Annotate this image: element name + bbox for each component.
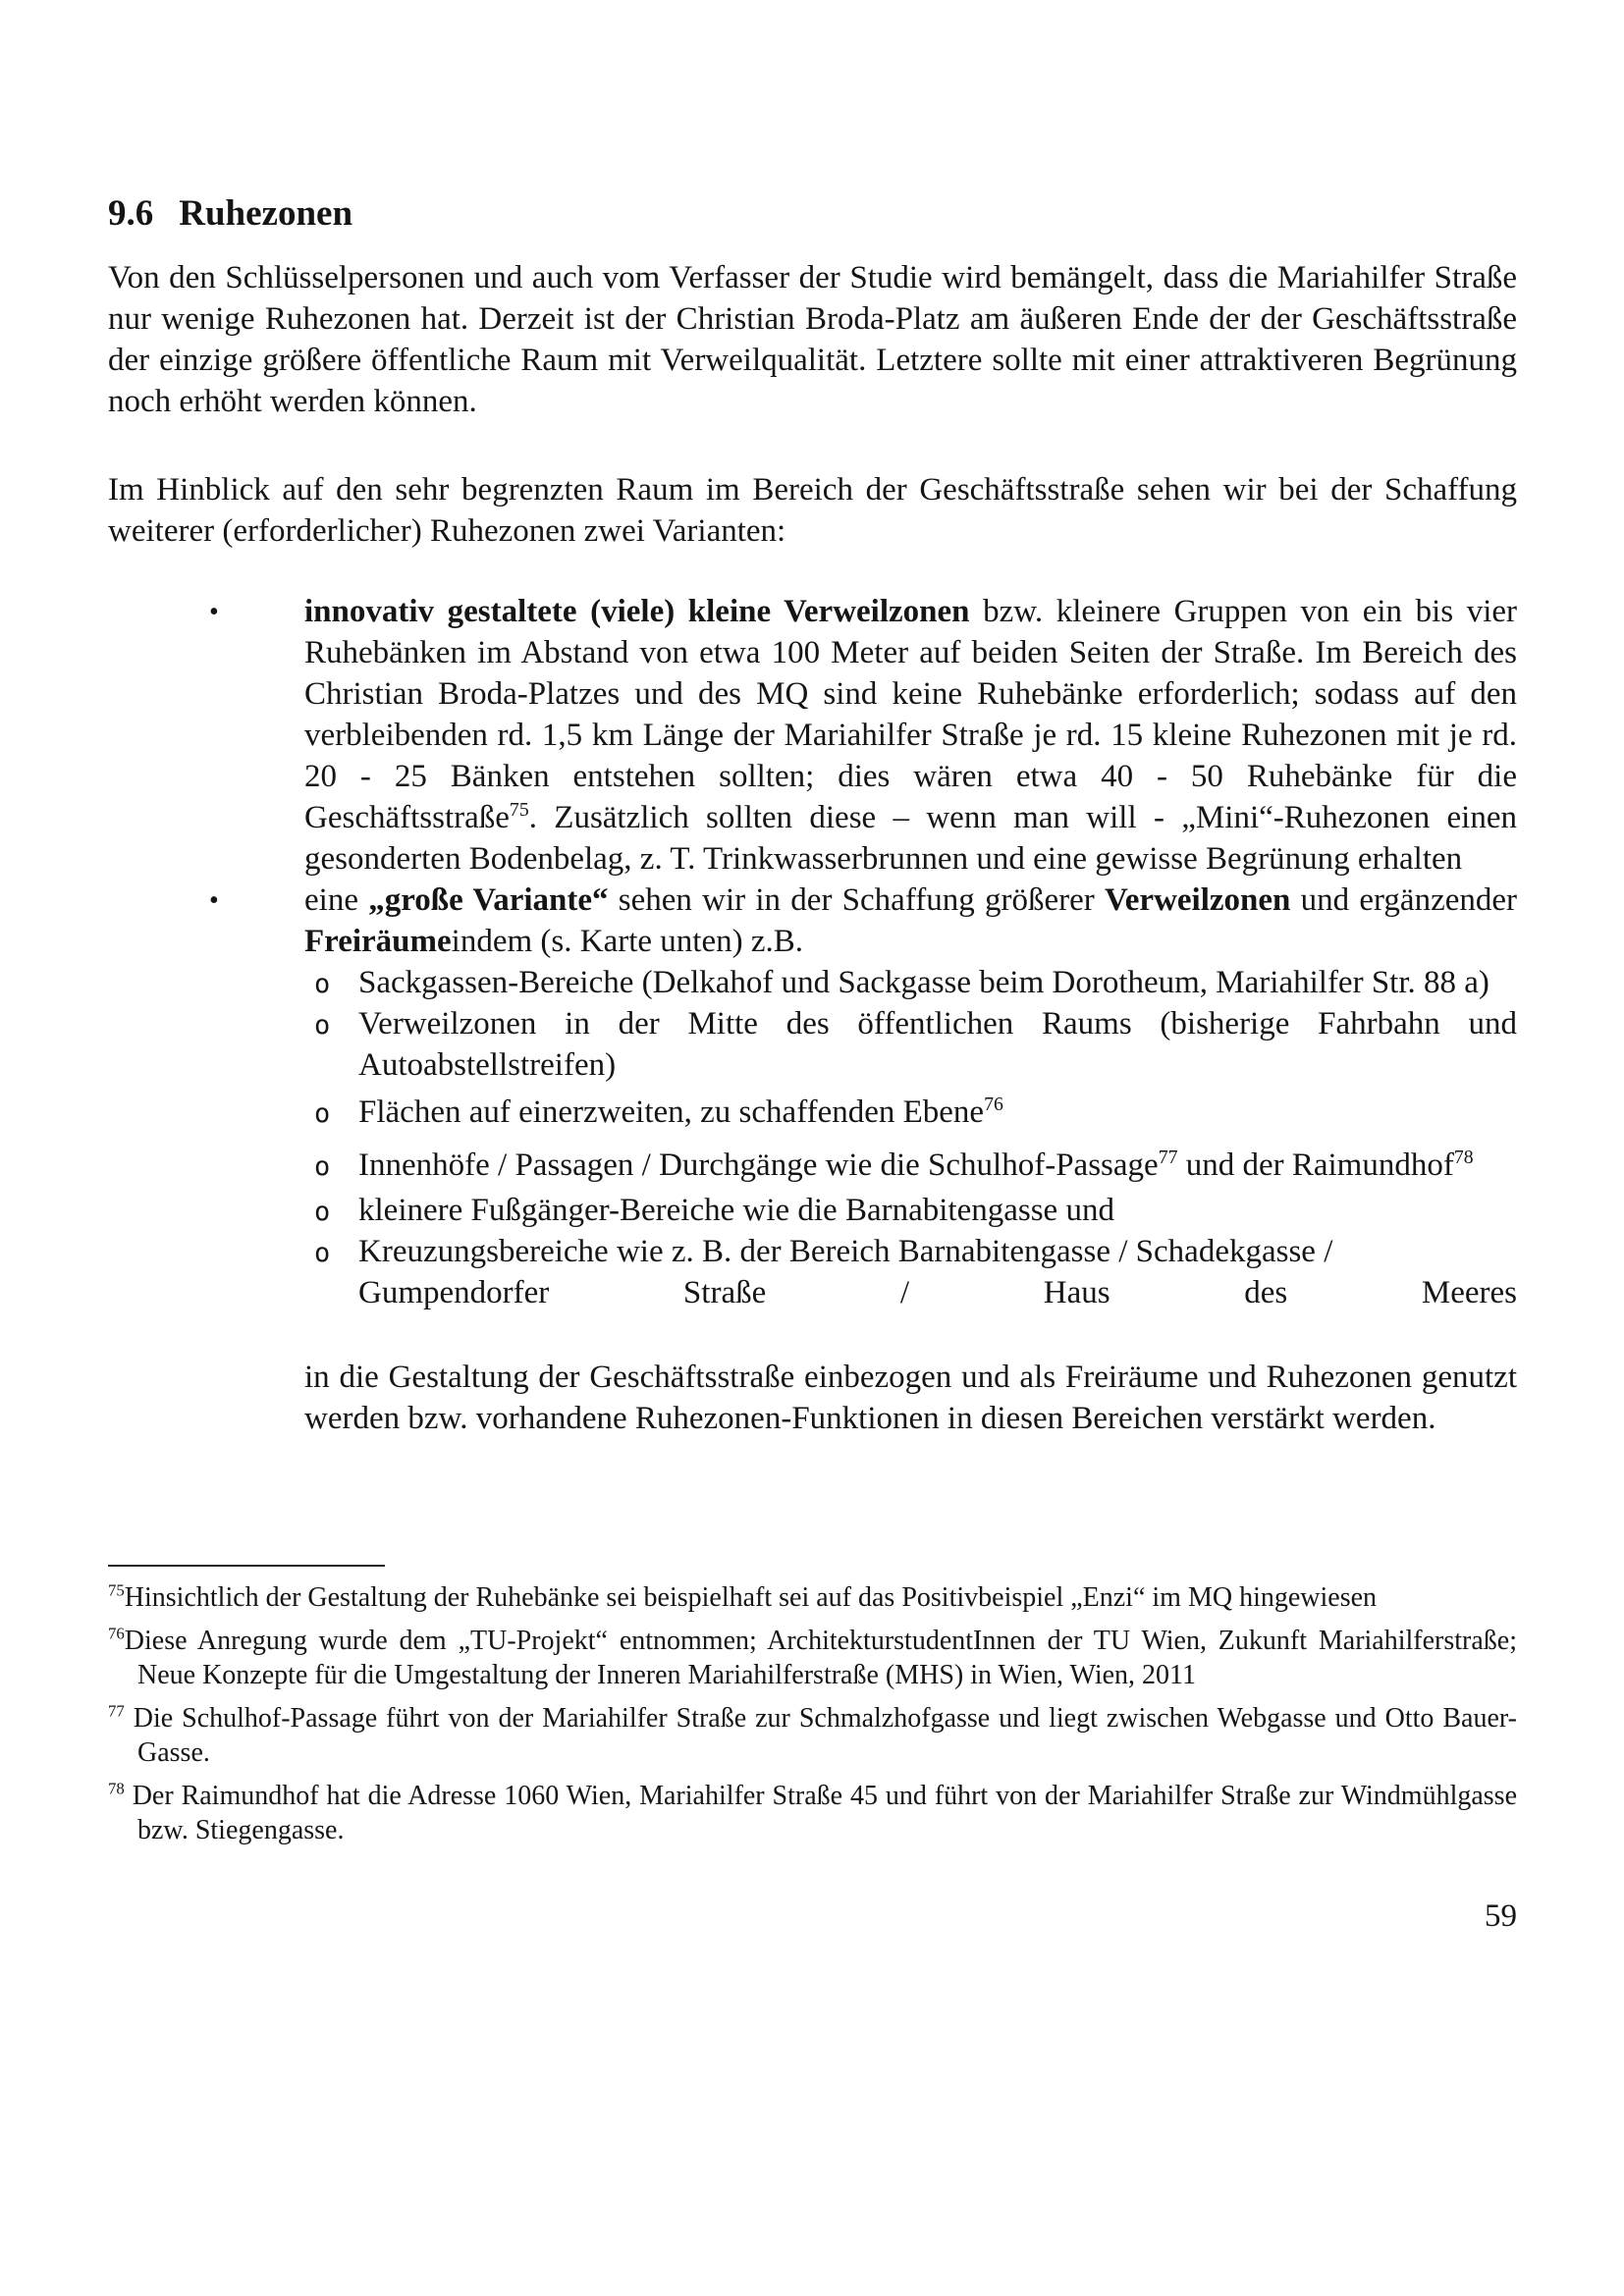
footnote-text: Der Raimundhof hat die Adresse 1060 Wien, Mariahilfer Straße 45 und führt von der Mariahilfer Straße zur Windmühlgasse bzw. Stiegengasse. [124, 1781, 1517, 1845]
footnotes-section [108, 1580, 1517, 1847]
paragraph-closing: in die Gestaltung der Geschäftsstraße einbezogen und als Freiräume und Ruhezonen genutzt werden bzw. vorhandene Ruhezonen-Funktionen in diesen Bereichen verstärkt werden. [304, 1360, 1517, 1436]
sub-bullet-flaechen [108, 1092, 1517, 1133]
bullet2-bold-a: „große Variante“ [368, 882, 609, 918]
circle-bullet-icon: o [314, 969, 331, 999]
bullet2-bold-b: Verweilzonen [1104, 882, 1291, 918]
bullet2-text-b: sehen wir in der Schaffung größerer [608, 882, 1105, 918]
paragraph-intro: Von den Schlüsselpersonen und auch vom Verfasser der Studie wird bemängelt, dass die Mariahilfer Straße nur wenige Ruhezonen hat. Derzeit ist der Christian Broda-Platz am äußeren Ende der der Geschäftsstraße der einzige größere öffentliche Raum mit Verweilqualität. Letztere sollte mit einer attraktiveren Begrünung noch erhöht werden können. [108, 260, 1517, 419]
bullet-item-small-verweilzonen [108, 591, 1517, 880]
bullet-icon: • [209, 597, 219, 627]
footnote-ref-77: 77 [1158, 1147, 1178, 1168]
bullet2-text-a: eine [304, 882, 369, 918]
bullet1-bold-lead: innovativ gestaltete (viele) kleine Verweilzonen [304, 594, 970, 629]
sub-bullet-innenhoefe [108, 1145, 1517, 1186]
footnote-ref-75: 75 [509, 799, 529, 821]
footnote-text: Diese Anregung wurde dem „TU-Projekt“ entnommen; ArchitekturstudentInnen der TU Wien, Zukunft Mariahilferstraße; Neue Konzepte für die Umgestaltung der Inneren Mariahilferstraße (MHS) in Wien, Wien, 2011 [124, 1626, 1517, 1690]
sub-bullet-text: Flächen auf einerzweiten, zu schaffenden Ebene [358, 1095, 985, 1130]
bullet2-text-c: und ergänzender [1290, 882, 1517, 918]
sub-bullet-text: und der Raimundhof [1177, 1148, 1454, 1183]
footnote-77 [108, 1701, 1517, 1770]
circle-bullet-icon: o [314, 1098, 331, 1129]
section-number: 9.6 [108, 193, 154, 234]
section-title: Ruhezonen [179, 193, 353, 234]
footnote-text: Hinsichtlich der Gestaltung der Ruhebänke sei beispielhaft sei auf das Positivbeispiel „Enzi“ im MQ hingewiesen [124, 1582, 1378, 1613]
circle-bullet-icon: o [314, 1151, 331, 1182]
sub-bullet-text: Kreuzungsbereiche wie z. B. der Bereich Barnabitengasse / Schadekgasse / [358, 1234, 1333, 1269]
footnote-number: 75 [108, 1580, 125, 1600]
footnote-number: 76 [108, 1624, 125, 1643]
sub-bullet-text: Sackgassen-Bereiche (Delkahof und Sackgasse beim Dorotheum, Mariahilfer Str. 88 a) [358, 965, 1489, 1000]
bullet1-text-a: bzw. kleinere Gruppen von ein bis vier Ruhebänken im Abstand von etwa 100 Meter auf beiden Seiten der Straße. Im Bereich des Christian Broda-Platzes und des MQ sind keine Ruhebänke erforderlich; sodass auf den verbleibenden rd. 1,5 km Länge der Mariahilfer Straße je rd. 15 kleine Ruhezonen mit je rd. 20 - 25 Bänken entstehen sollten; dies wären etwa 40 - 50 Ruhebänke für die Geschäftsstraße [304, 594, 1517, 835]
paragraph-variants-intro: Im Hinblick auf den sehr begrenzten Raum im Bereich der Geschäftsstraße sehen wir bei der Schaffung weiterer (erforderlicher) Ruhezonen zwei Varianten: [108, 472, 1517, 549]
sub-bullet-list [108, 962, 1517, 1313]
footnote-text: Die Schulhof-Passage führt von der Mariahilfer Straße zur Schmalzhofgasse und liegt zwischen Webgasse und Otto Bauer-Gasse. [124, 1703, 1517, 1768]
footnote-76 [108, 1624, 1517, 1692]
bullet-icon: • [209, 885, 219, 916]
bullet1-text-b: . Zusätzlich sollten diese – wenn man will - „Mini“-Ruhezonen einen gesonderten Bodenbelag, z. T. Trinkwasserbrunnen und eine gewisse Begrünung erhalten [304, 800, 1517, 877]
sub-bullet-sackgassen [108, 962, 1517, 1003]
footnote-number: 77 [108, 1701, 125, 1721]
sub-bullet-text: kleinere Fußgänger-Bereiche wie die Barnabitengasse und [358, 1193, 1114, 1228]
circle-bullet-icon: o [314, 1010, 331, 1041]
footnote-ref-78: 78 [1453, 1147, 1474, 1168]
footnote-separator [108, 1565, 385, 1567]
section-heading [108, 192, 1517, 236]
sub-bullet-verweilzonen-mitte [108, 1003, 1517, 1086]
bullet2-text-d: indem (s. Karte unten) z.B. [451, 924, 803, 959]
bullet2-bold-c: Freiräume [304, 924, 452, 959]
footnote-78 [108, 1779, 1517, 1847]
footnote-number: 78 [108, 1779, 125, 1798]
sub-bullet-kreuzungsbereiche [108, 1231, 1517, 1313]
sub-bullet-text: Innenhöfe / Passagen / Durchgänge wie die Schulhof-Passage [358, 1148, 1159, 1183]
circle-bullet-icon: o [314, 1238, 331, 1268]
bullet-item-grosse-variante [108, 880, 1517, 962]
sub-bullet-justified-line: Gumpendorfer Straße / Haus des Meeres [358, 1275, 1517, 1310]
footnote-75 [108, 1580, 1517, 1615]
page-number: 59 [1485, 1898, 1517, 1934]
circle-bullet-icon: o [314, 1197, 331, 1227]
footnote-ref-76: 76 [984, 1094, 1003, 1115]
sub-bullet-fussgaenger [108, 1190, 1517, 1231]
sub-bullet-text: Verweilzonen in der Mitte des öffentlichen Raums (bisherige Fahrbahn und Autoabstellstreifen) [358, 1006, 1517, 1083]
